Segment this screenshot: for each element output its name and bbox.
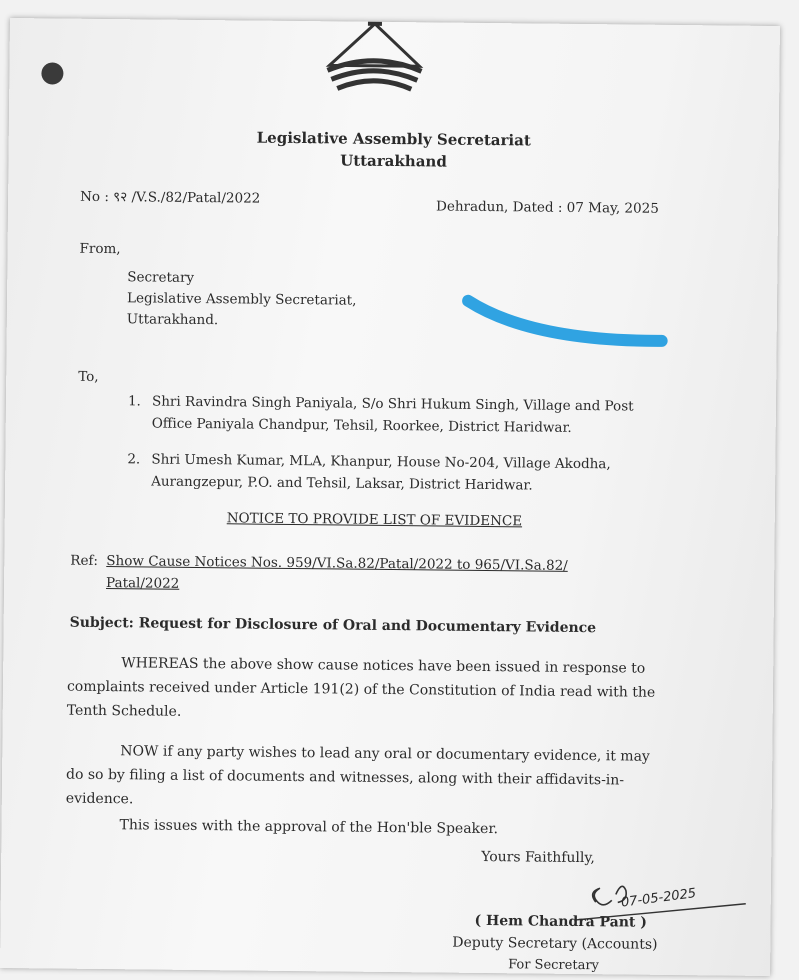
to-label: To,	[78, 368, 99, 385]
ref-line: Patal/2022	[106, 575, 180, 592]
handwritten-signature	[565, 872, 756, 944]
paragraph-line: do so by filing a list of documents and witnesses, along with their affidavits-in-	[65, 766, 625, 789]
recipient-line: Shri Ravindra Singh Paniyala, S/o Shri Hukum Singh, Village and Post	[151, 393, 634, 415]
for-secretary: For Secretary	[508, 957, 599, 974]
paragraph-line: Tenth Schedule.	[66, 702, 182, 720]
signatory-designation: Deputy Secretary (Accounts)	[452, 934, 658, 953]
letter-date: Dehradun, Dated : 07 May, 2025	[435, 198, 659, 217]
org-state: Uttarakhand	[340, 151, 447, 171]
org-name: Legislative Assembly Secretariat	[256, 128, 531, 150]
recipient-number: 1.	[127, 393, 141, 410]
letter-number: No : ९२ /V.S./82/Patal/2022	[80, 188, 261, 207]
from-line: Secretary	[127, 269, 195, 286]
from-line: Legislative Assembly Secretariat,	[126, 290, 357, 309]
ref-label: Ref:	[70, 552, 99, 569]
paragraph-line: WHEREAS the above show cause notices have been issued in response to	[121, 655, 646, 677]
subject-line: Subject: Request for Disclosure of Oral and Documentary Evidence	[69, 614, 597, 637]
notice-title: NOTICE TO PROVIDE LIST OF EVIDENCE	[226, 510, 523, 530]
recipient-line: Office Paniyala Chandpur, Tehsil, Roorkee, District Haridwar.	[151, 415, 572, 436]
paragraph-line: NOW if any party wishes to lead any oral or documentary evidence, it may	[120, 743, 650, 765]
from-label: From,	[79, 240, 121, 258]
ref-line: Show Cause Notices Nos. 959/VI.Sa.82/Patal/2022 to 965/VI.Sa.82/	[106, 553, 568, 574]
signature-date: 07-05-2025	[620, 886, 698, 911]
paragraph-line: evidence.	[65, 790, 134, 808]
state-emblem-icon	[309, 18, 440, 106]
signatory-name: ( Hem Chandra Pant )	[474, 912, 648, 931]
recipient-line: Aurangzepur, P.O. and Tehsil, Laksar, District Haridwar.	[151, 473, 533, 494]
punch-hole	[41, 62, 63, 84]
paragraph-line: complaints received under Article 191(2) of the Constitution of India read with the	[66, 678, 656, 701]
approval-line: This issues with the approval of the Hon'ble Speaker.	[119, 817, 499, 838]
from-line: Uttarakhand.	[126, 311, 219, 329]
letter-paper	[0, 18, 780, 976]
salutation: Yours Faithfully,	[481, 848, 596, 867]
recipient-number: 2.	[127, 451, 141, 468]
highlighter-redaction	[461, 289, 672, 361]
recipient-line: Shri Umesh Kumar, MLA, Khanpur, House No-204, Village Akodha,	[151, 451, 611, 473]
